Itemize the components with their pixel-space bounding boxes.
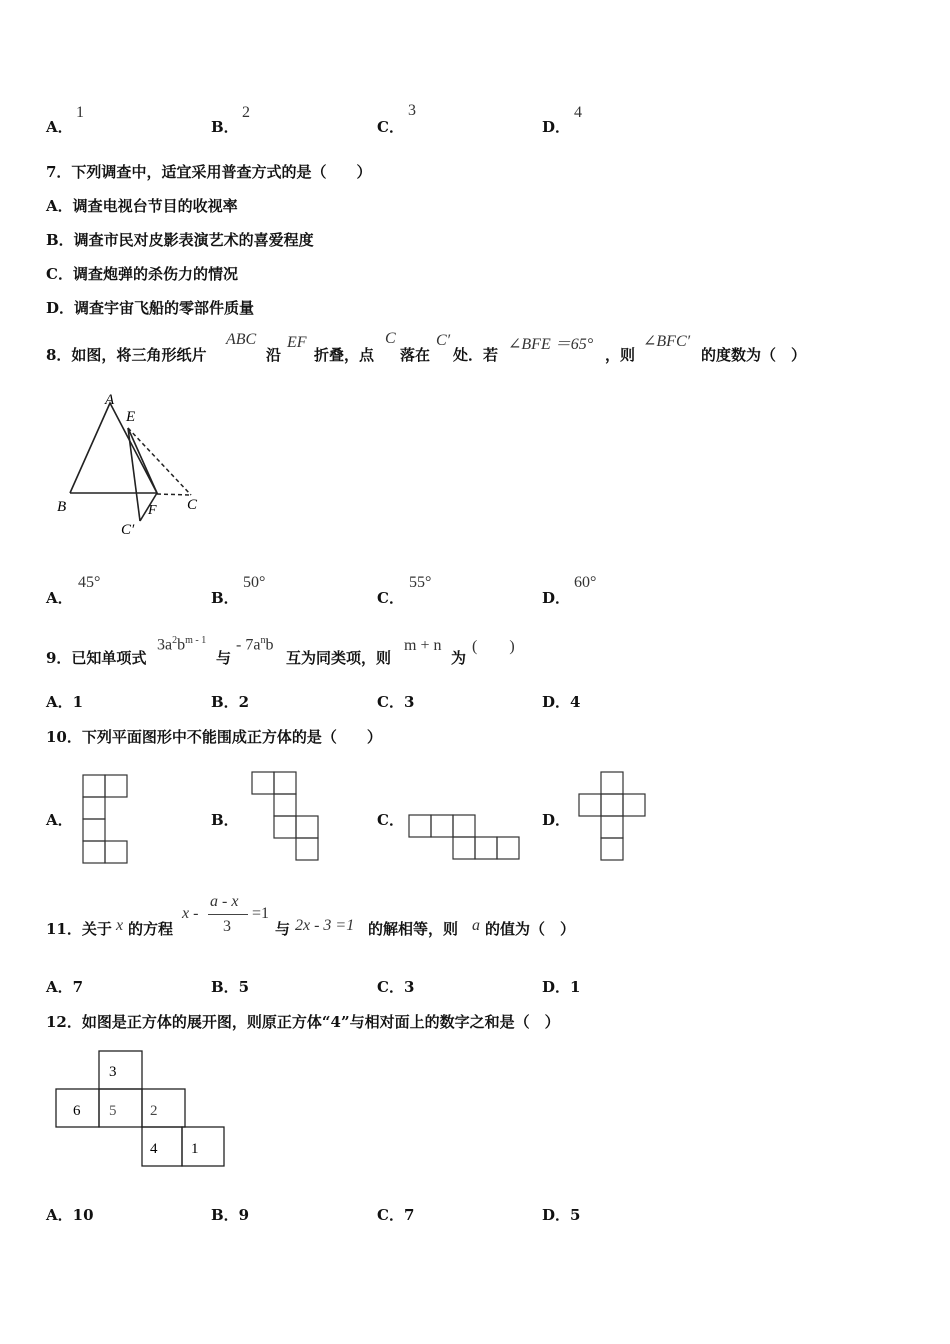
q9-m1-base: 3a — [157, 636, 173, 654]
dashed-ec — [128, 428, 191, 495]
q6-option-a-value: 1 — [76, 104, 84, 121]
label-b: B — [57, 499, 67, 515]
q11-rhs: =1 — [252, 905, 270, 922]
q11-fraction-bar — [208, 914, 248, 915]
q11-numerator: a - x — [210, 893, 239, 910]
q8-option-c-value: 55° — [409, 574, 432, 591]
q7-option-c: C．调查炮弹的杀伤力的情况 — [46, 265, 238, 283]
q9-option-b: B．2 — [211, 693, 250, 711]
q8-text-4: 落在 — [400, 346, 431, 364]
q8-math-c-prime: C′ — [436, 332, 451, 349]
q7-option-a: A．调查电视台节目的收视率 — [46, 197, 238, 215]
label-f: F — [148, 503, 157, 518]
q10-net-a — [82, 774, 130, 866]
net-cell-2: 2 — [150, 1103, 158, 1119]
q12-cube-net — [55, 1050, 235, 1172]
q9-option-d: D．4 — [542, 693, 581, 711]
q8-math-ef: EF — [287, 334, 307, 351]
q8-text-1: 8．如图，将三角形纸片 — [46, 346, 207, 364]
q12-option-c: C．7 — [377, 1206, 415, 1224]
label-c: C — [187, 497, 198, 513]
q11-equation-2: 2x - 3 =1 — [295, 917, 355, 934]
q9-m2-base: - 7a — [236, 636, 261, 654]
q9-text-3: 互为同类项，则 — [286, 649, 392, 667]
q8-option-a-letter: A． — [46, 589, 73, 607]
q10-option-b-letter: B． — [211, 811, 239, 829]
q8-text-6: ，则 — [605, 346, 636, 364]
q11-option-c: C．3 — [377, 978, 415, 996]
q8-text-2: 沿 — [266, 346, 282, 364]
q11-var-x: x — [116, 917, 124, 934]
q6-option-b-letter: B． — [211, 118, 239, 136]
q9-text-4: 为 — [451, 649, 467, 667]
q11-text-2: 的方程 — [128, 920, 174, 938]
net-cell-4: 4 — [150, 1141, 158, 1157]
q9-text-1: 9．已知单项式 — [46, 649, 147, 667]
q7-stem: 7．下列调查中，适宜采用普查方式的是（ ） — [46, 163, 372, 181]
q6-option-b-value: 2 — [242, 104, 250, 121]
net-cell-6: 6 — [73, 1103, 81, 1119]
q11-text-3: 与 — [275, 920, 291, 938]
triangle-abf — [70, 403, 157, 493]
q12-option-d: D．5 — [542, 1206, 581, 1224]
q11-text-4: 的解相等，则 — [368, 920, 459, 938]
q10-option-a-letter: A． — [46, 811, 73, 829]
label-a: A — [105, 392, 115, 408]
q10-option-d-letter: D． — [542, 811, 571, 829]
q11-option-d: D．1 — [542, 978, 581, 996]
q10-stem: 10．下列平面图形中不能围成正方体的是（ ） — [46, 728, 382, 746]
q9-option-a: A．1 — [46, 693, 84, 711]
q9-option-c: C．3 — [377, 693, 415, 711]
q8-triangle-figure — [55, 388, 215, 538]
q11-text-5: 的值为（ ） — [485, 920, 576, 938]
q8-option-c-letter: C． — [377, 589, 404, 607]
q10-net-d — [578, 771, 648, 863]
q9-blank-parens: ( ) — [472, 638, 515, 655]
q8-text-3: 折叠，点 — [314, 346, 375, 364]
q6-option-c-value: 3 — [408, 102, 416, 119]
q9-m1-mid: b — [177, 636, 186, 654]
q9-m1-exp1: 2 — [172, 635, 178, 646]
q8-text-7: 的度数为（ ） — [701, 346, 807, 364]
q11-var-a: a — [472, 917, 480, 934]
q6-option-a-letter: A． — [46, 118, 73, 136]
label-c-prime: C′ — [121, 522, 135, 538]
q8-option-b-value: 50° — [243, 574, 266, 591]
label-e: E — [126, 409, 136, 425]
q8-math-c: C — [385, 330, 396, 347]
q10-net-c — [408, 814, 524, 862]
q8-math-angle-bfe: ∠BFE ＝65° — [508, 336, 594, 353]
q8-text-5: 处．若 — [453, 346, 499, 364]
q10-net-b — [251, 771, 321, 863]
net-cell-5: 5 — [109, 1103, 117, 1119]
q11-lhs: x - — [182, 905, 199, 922]
q7-option-d: D．调查宇宙飞船的零部件质量 — [46, 299, 255, 317]
q12-option-b: B．9 — [211, 1206, 250, 1224]
q11-option-b: B．5 — [211, 978, 250, 996]
q8-option-d-value: 60° — [574, 574, 597, 591]
q9-monomial-2 — [236, 635, 273, 654]
net-cell-1: 1 — [191, 1141, 199, 1157]
q6-option-d-value: 4 — [574, 104, 582, 121]
q9-m2-exp: n — [260, 635, 266, 646]
q6-option-c-letter: C． — [377, 118, 404, 136]
q11-text-1: 11．关于 — [46, 920, 112, 938]
q8-option-b-letter: B． — [211, 589, 239, 607]
q8-option-d-letter: D． — [542, 589, 571, 607]
q10-option-c-letter: C． — [377, 811, 404, 829]
q9-m1-exp2: m - 1 — [185, 635, 207, 646]
q9-m-plus-n: m + n — [404, 637, 442, 654]
q8-math-angle-bfc: ∠BFC′ — [643, 333, 691, 350]
q11-option-a: A．7 — [46, 978, 84, 996]
q9-monomial-1 — [157, 635, 206, 654]
q6-option-d-letter: D． — [542, 118, 571, 136]
q8-option-a-value: 45° — [78, 574, 101, 591]
q12-option-a: A．10 — [46, 1206, 94, 1224]
q9-text-2: 与 — [216, 649, 232, 667]
q7-option-b: B．调查市民对皮影表演艺术的喜爱程度 — [46, 231, 314, 249]
q8-math-abc: ABC — [226, 331, 257, 348]
q12-stem: 12．如图是正方体的展开图，则原正方体“4”与相对面上的数字之和是（ ） — [46, 1013, 560, 1031]
net-cell-3: 3 — [109, 1064, 117, 1080]
q11-denominator: 3 — [223, 918, 231, 935]
q9-m2-tail: b — [265, 636, 274, 654]
dashed-fc — [157, 494, 191, 495]
